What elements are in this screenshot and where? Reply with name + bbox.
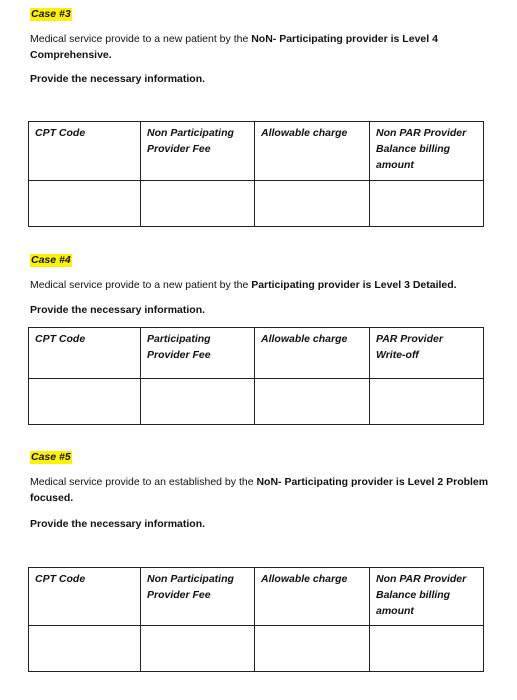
case-4-header-write-off: PAR Provider Write-off	[370, 328, 484, 379]
case-5-header-cpt-code: CPT Code	[29, 568, 141, 626]
case-3-header-row	[29, 122, 484, 181]
case-5-header-balance-billing: Non PAR Provider Balance billing amount	[370, 568, 484, 626]
case-4-answer-row	[29, 379, 484, 425]
case-4-table	[28, 327, 484, 425]
case-3-answer-row	[29, 181, 484, 227]
case-5-answer-cell[interactable]	[370, 626, 484, 672]
case-3-answer-cell[interactable]	[255, 181, 370, 227]
case-5-header-allowable-charge: Allowable charge	[255, 568, 370, 626]
case-3-header-cpt-code: CPT Code	[29, 122, 141, 181]
case-4-answer-cell[interactable]	[29, 379, 141, 425]
case-4-header-allowable-charge: Allowable charge	[255, 328, 370, 379]
case-4-instruction: Provide the necessary information.	[30, 304, 206, 316]
case-3-description-bold: NoN- Participating provider is Level 4 Comprehensive.	[30, 33, 438, 61]
case-4-header-provider-fee: Participating Provider Fee	[141, 328, 255, 379]
case-4-description	[30, 277, 490, 293]
case-4-title: Case #4	[31, 254, 71, 266]
case-4-description-text: Medical service provide to a new patient by the	[30, 279, 252, 291]
case-4-header-cpt-code: CPT Code	[29, 328, 141, 379]
case-5-description-bold: NoN- Participating provider is Level 2 Problem focused.	[30, 476, 489, 504]
case-5-instruction: Provide the necessary information.	[30, 518, 206, 530]
case-3-header-provider-fee: Non Participating Provider Fee	[141, 122, 255, 181]
case-4-header-row	[29, 328, 484, 379]
case-5-description-text: Medical service provide to an established by the	[30, 476, 257, 488]
case-4-description-bold: Participating provider is Level 3 Detailed.	[251, 279, 457, 291]
case-5-answer-row	[29, 626, 484, 672]
case-4-answer-cell[interactable]	[370, 379, 484, 425]
case-4-answer-cell[interactable]	[255, 379, 370, 425]
case-3-header-balance-billing: Non PAR Provider Balance billing amount	[370, 122, 484, 181]
case-3-answer-cell[interactable]	[29, 181, 141, 227]
case-3-description-text: Medical service provide to a new patient by the	[30, 33, 252, 45]
case-5-header-row	[29, 568, 484, 626]
case-5-header-provider-fee: Non Participating Provider Fee	[141, 568, 255, 626]
case-4-answer-cell[interactable]	[141, 379, 255, 425]
case-3-answer-cell[interactable]	[141, 181, 255, 227]
case-3-table	[28, 121, 484, 227]
case-3-header-allowable-charge: Allowable charge	[255, 122, 370, 181]
case-3-description	[30, 31, 490, 63]
case-5-answer-cell[interactable]	[255, 626, 370, 672]
case-3-answer-cell[interactable]	[370, 181, 484, 227]
case-3-instruction: Provide the necessary information.	[30, 73, 206, 85]
case-5-description	[30, 474, 490, 506]
case-3-title: Case #3	[31, 8, 71, 20]
case-5-title: Case #5	[31, 451, 71, 463]
case-5-table	[28, 567, 484, 672]
case-5-answer-cell[interactable]	[141, 626, 255, 672]
case-5-answer-cell[interactable]	[29, 626, 141, 672]
